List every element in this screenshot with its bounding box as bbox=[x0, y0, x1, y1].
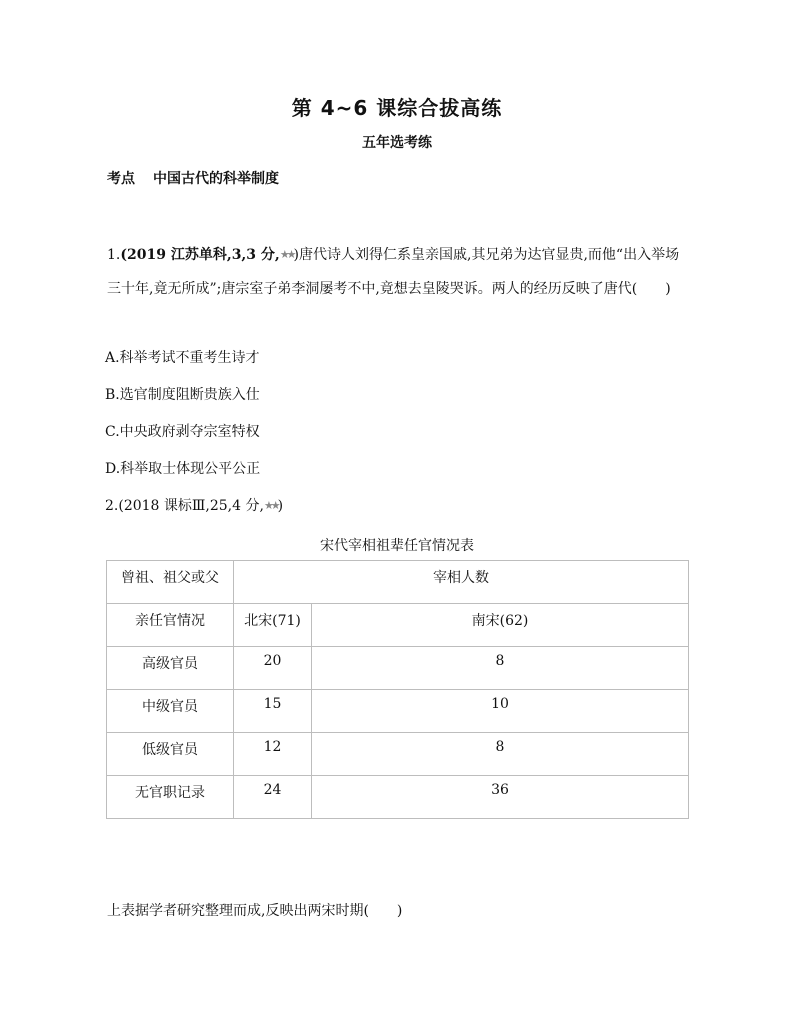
header-south-song: 南宋(62) bbox=[312, 604, 689, 647]
option-b[interactable]: B.选官制度阻断贵族入仕 bbox=[105, 387, 260, 403]
topic-name: 中国古代的科举制度 bbox=[153, 171, 279, 187]
difficulty-stars-icon: ★★ bbox=[279, 248, 294, 261]
table-row bbox=[107, 733, 689, 776]
question-2-number: 2. bbox=[105, 498, 119, 514]
south-value: 36 bbox=[312, 776, 689, 819]
question-2-close: ) bbox=[277, 498, 284, 514]
question-2-heading bbox=[105, 495, 283, 515]
section-subtitle: 五年选考练 bbox=[362, 135, 432, 151]
table-caption: 宋代宰相祖辈任官情况表 bbox=[320, 538, 474, 554]
page-title: 第 4~6 课综合拔高练 bbox=[291, 96, 503, 120]
row-label: 低级官员 bbox=[107, 733, 234, 776]
question-1 bbox=[107, 238, 687, 306]
topic-label: 考点 bbox=[107, 171, 135, 187]
table-row bbox=[107, 776, 689, 819]
table-row bbox=[107, 647, 689, 690]
row-label: 中级官员 bbox=[107, 690, 234, 733]
north-value: 15 bbox=[234, 690, 312, 733]
table-row bbox=[107, 690, 689, 733]
header-left-bottom: 亲任官情况 bbox=[107, 604, 234, 647]
row-label: 无官职记录 bbox=[107, 776, 234, 819]
row-label: 高级官员 bbox=[107, 647, 234, 690]
difficulty-stars-icon: ★★ bbox=[263, 499, 278, 512]
question-1-source: (2019 江苏单科,3,3 分, bbox=[120, 247, 280, 263]
south-value: 8 bbox=[312, 647, 689, 690]
north-value: 24 bbox=[234, 776, 312, 819]
question-1-number: 1. bbox=[107, 247, 121, 263]
option-a[interactable]: A.科举考试不重考生诗才 bbox=[105, 350, 260, 366]
south-value: 8 bbox=[312, 733, 689, 776]
question-1-options bbox=[105, 344, 260, 492]
north-value: 12 bbox=[234, 733, 312, 776]
question-2-source: (2018 课标Ⅲ,25,4 分, bbox=[118, 498, 264, 514]
south-value: 10 bbox=[312, 690, 689, 733]
header-left-top: 曾祖、祖父或父 bbox=[107, 561, 234, 604]
option-c[interactable]: C.中央政府剥夺宗室特权 bbox=[105, 424, 260, 440]
question-1-text: )唐代诗人刘得仁系皇亲国戚,其兄弟为达官显贵,而他“出入举场三十年,竟无所成”;唐宗室子弟李洞屡考不中,竟想去皇陵哭诉。两人的经历反映了唐代( ) bbox=[107, 247, 680, 297]
option-d[interactable]: D.科举取士体现公平公正 bbox=[105, 461, 261, 477]
question-2-stem: 上表据学者研究整理而成,反映出两宋时期( ) bbox=[107, 903, 403, 919]
chancellor-table bbox=[106, 560, 689, 819]
header-north-song: 北宋(71) bbox=[234, 604, 312, 647]
topic-heading bbox=[107, 168, 279, 188]
north-value: 20 bbox=[234, 647, 312, 690]
header-group: 宰相人数 bbox=[234, 561, 689, 604]
